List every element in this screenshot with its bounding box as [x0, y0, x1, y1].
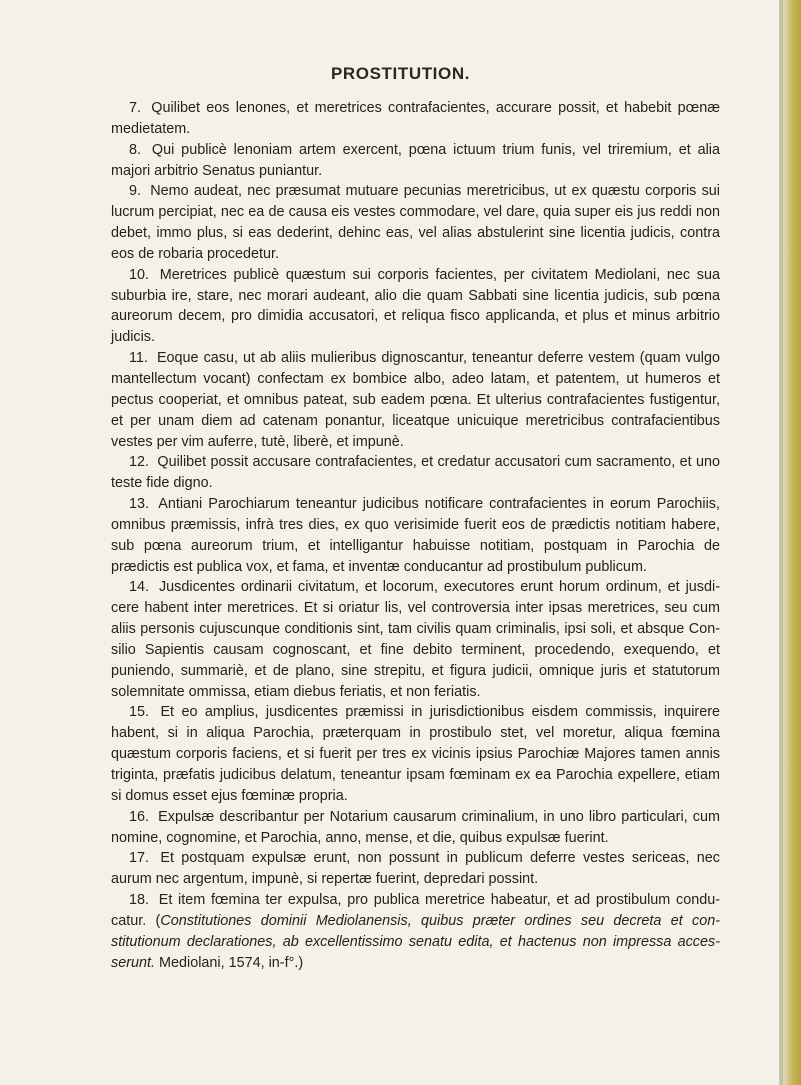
- paragraph-text: Expulsæ describantur per Notarium causarum criminalium, in uno libro particulari, cum nomine, cognomine, et Parochia, anno, mense, et die, quibus expulsæ fuerint.: [111, 808, 720, 846]
- paragraph-12: [111, 452, 720, 494]
- paragraph-number: 18.: [129, 892, 150, 909]
- paragraph-number: 13.: [129, 496, 150, 513]
- paragraph-16: [111, 807, 720, 849]
- paragraph-text: Et item fœmina ter expulsa, pro publica meretrice habeatur, et ad prostibulum condu-catur.: [111, 892, 720, 929]
- paragraph-text: Meretrices publicè quæstum sui corporis facientes, per civitatem Mediolani, nec sua suburbia ire, stare, nec morari audeant, alio die quam Sabbati sine licentia judicis, sub pœna aureorum decem, pro dimidia accusatori, et reliqua fisco applicanda, et plus et minus arbitrio judicis.: [111, 266, 720, 346]
- paragraph-text: Jusdicentes ordinarii civitatum, et locorum, executores erunt horum ordinum, et jusdi-cere habent inter meretrices. Et si oriatur lis, vel controversia inter ipsas meretrices, seu cum aliis personis cujuscunque conditionis sint, tam civilis quam criminalis, ipsi soli, et absque Con-silio Sapientis causam cognoscant, et fine debito terminent, procedendo, exequendo, et puniendo, summariè, et de plano, sine strepitu, et figura judicii, omnique juris et statutorum solemnitate ommissa, etiam diebus feriatis, et non feriatis.: [111, 579, 720, 700]
- paragraph-number: 11.: [129, 350, 148, 367]
- paragraph-17: [111, 848, 720, 890]
- paragraph-7: [111, 98, 720, 140]
- paragraph-number: 7.: [129, 100, 142, 116]
- paragraph-11: [111, 348, 720, 452]
- paragraph-number: 14.: [129, 579, 150, 596]
- paragraph-15: [111, 702, 720, 806]
- body-text: [111, 98, 720, 973]
- paragraph-text: Et eo amplius, jusdicentes præmissi in jurisdictionibus eisdem commissis, inquirere habent, si in aliqua Parochia, præterquam in prostibulo stet, vel moretur, aliqua fœmina quæstum corporis faciens, et si fuerit per tres ex vicinis ipsius Parochiæ Majores tamen annis triginta, præfatis judicibus delatum, teneantur ipsam fœminam ex ea Parochia expellere, etiam si domus esset ejus fœminæ propria.: [111, 704, 721, 804]
- paragraph-text: Qui publicè lenoniam artem exercent, pœna ictuum trium funis, vel triremium, et alia majori arbitrio Senatus puniantur.: [111, 141, 720, 179]
- paragraph-text: Quilibet possit accusare contrafacientes, et credatur accusatori cum sacramento, et uno teste fide digno.: [111, 454, 720, 492]
- paragraph-14: [111, 577, 720, 702]
- paragraph-number: 8.: [129, 141, 142, 158]
- paragraph-text: Eoque casu, ut ab aliis mulieribus dignoscantur, teneantur deferre vestem (quam vulgo mantellectum vocant) confectam ex bombice albo, adeo latam, et patentem, ut humeros et pectus cooperiat, et omnibus pateat, sub eadem pœna. Et ulterius contrafacientes fustigentur, et per unam diem ad catenam ponantur, liceatque unicuique meretricibus contrafacientibus vestes per vim auferre, tutè, liberè, et impunè.: [111, 350, 721, 450]
- paragraph-number: 12.: [129, 454, 150, 471]
- paragraph-number: 17.: [129, 850, 150, 867]
- paragraph-number: 10.: [129, 266, 150, 283]
- paragraph-10: [111, 265, 720, 348]
- paragraph-13: [111, 494, 720, 577]
- page-title: PROSTITUTION.: [330, 64, 471, 83]
- paragraph-18: [111, 890, 720, 973]
- paragraph-text: Quilibet eos lenones, et meretrices contrafacientes, accurare possit, et habebit pœnæ medietatem.: [111, 100, 721, 137]
- paragraph-text: Antiani Parochiarum teneantur judicibus notificare contrafacientes in eorum Parochiis, omnibus præmissis, infrà tres dies, ex quo verisimide fuerit eos de prædictis notitiam habere, sub pœna aureorum trium, et intelligantur habuisse notitiam, postquam in Parochia de prædictis est publica vox, et fama, et inventæ conducantur ad prostibulum publicum.: [111, 496, 720, 575]
- paragraph-text: Et postquam expulsæ erunt, non possunt in publicum deferre vestes sericeas, nec aurum nec argentum, impunè, si repertæ fuerint, depredari possint.: [111, 850, 720, 888]
- paragraph-9: [111, 181, 720, 264]
- paragraph-number: 16.: [129, 808, 150, 825]
- paragraph-text: Nemo audeat, nec præsumat mutuare pecunias meretricibus, ut ex quæstu corporis sui lucrum percipiat, nec ea de causa eis vestes commodare, vel dare, quia super eis jus reddi non debet, immo plus, si eas dederint, dehinc eas, vel alias abstulerint sine licentia judicis, contra eos de robaria procedetur.: [111, 183, 721, 262]
- citation-open: (: [146, 912, 161, 929]
- citation-close: Mediolani, 1574, in-f°.): [155, 954, 304, 971]
- paragraph-number: 15.: [129, 704, 150, 721]
- paragraph-number: 9.: [129, 183, 142, 200]
- paragraph-8: [111, 140, 720, 182]
- citation-title: Constitutiones dominii Mediolanensis, quibus præter ordines seu decreta et con-stitutionum declarationes, ab excellentissimo senatu edita, et hactenus non impressa acces-serunt.: [111, 912, 720, 971]
- page-edge: [779, 0, 801, 1085]
